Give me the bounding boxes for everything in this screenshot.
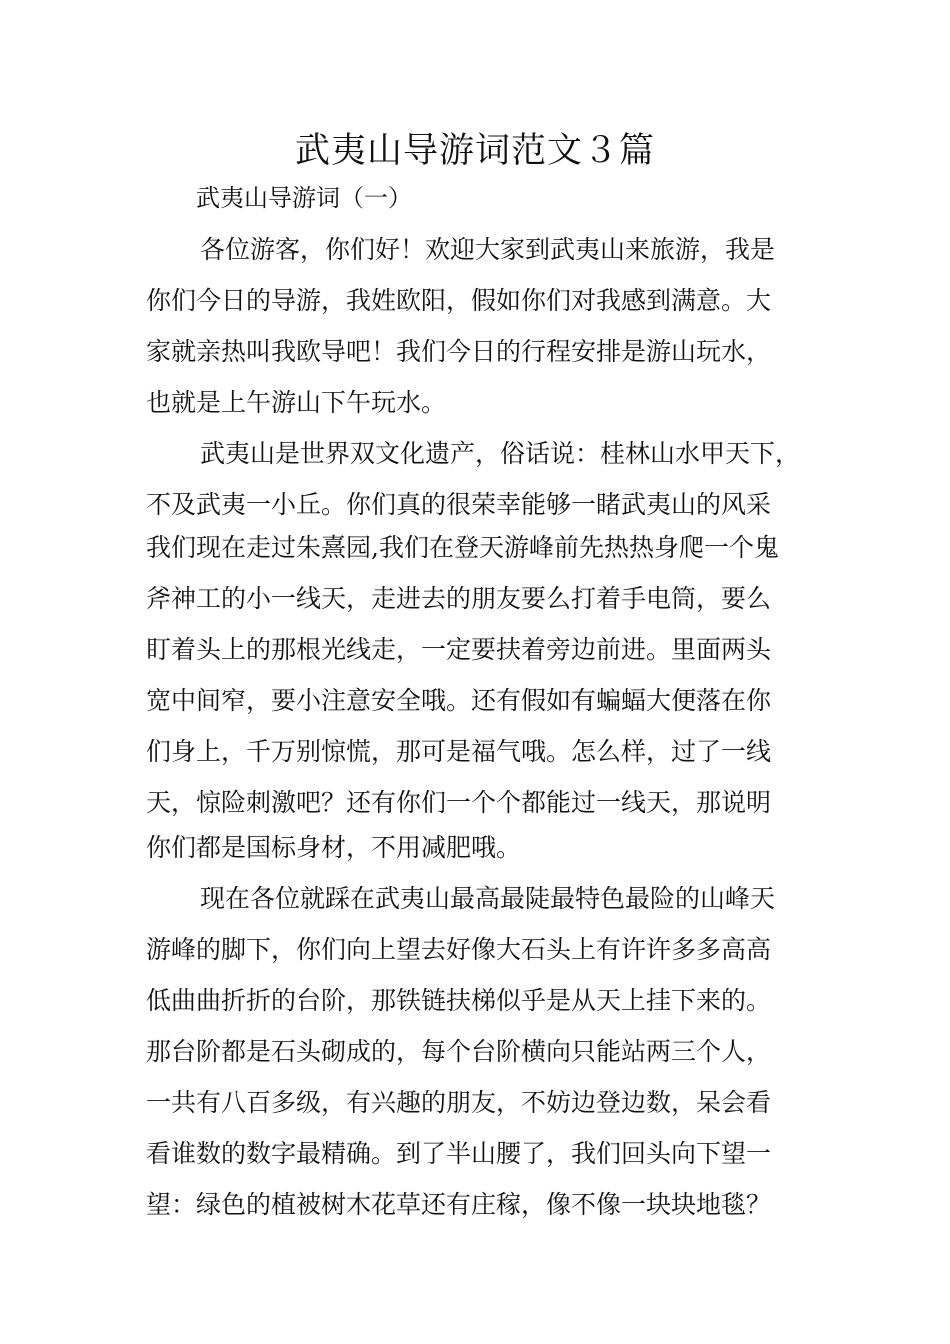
body-line: 游峰的脚下，你们向上望去好像大石头上有许许多多高高 xyxy=(146,935,772,964)
body-line: 不及武夷一小丘。你们真的很荣幸能够一睹武夷山的风采 xyxy=(146,490,772,519)
body-line: 你们都是国标身材，不用减肥哦。 xyxy=(146,833,522,862)
document-title: 武夷山导游词范文３篇 xyxy=(294,131,655,171)
body-line: 们身上，千万别惊慌，那可是福气哦。怎么样，过了一线 xyxy=(146,737,772,766)
body-line: 宽中间窄，要小注意安全哦。还有假如有蝙蝠大便落在你 xyxy=(146,686,772,715)
body-line: 家就亲热叫我欧导吧！我们今日的行程安排是游山玩水， xyxy=(146,337,772,366)
body-line: 一共有八百多级，有兴趣的朋友，不妨边登边数，呆会看 xyxy=(146,1088,772,1117)
body-line: 我们现在走过朱熹园,我们在登天游峰前先热热身爬一个鬼 xyxy=(146,533,779,562)
body-line: 也就是上午游山下午玩水。 xyxy=(146,388,447,417)
body-line: 盯着头上的那根光线走，一定要扶着旁边前进。里面两头 xyxy=(146,635,772,664)
body-line: 看谁数的数字最精确。到了半山腰了，我们回头向下望一 xyxy=(146,1139,772,1168)
section-subtitle: 武夷山导游词（一） xyxy=(196,184,412,212)
body-line: 低曲曲折折的台阶，那铁链扶梯似乎是从天上挂下来的。 xyxy=(146,986,772,1015)
body-line: 各位游客，你们好！欢迎大家到武夷山来旅游，我是 xyxy=(200,235,776,264)
body-line: 那台阶都是石头砌成的，每个台阶横向只能站两三个人， xyxy=(146,1037,772,1066)
body-line: 现在各位就踩在武夷山最高最陡最特色最险的山峰天 xyxy=(200,884,776,913)
body-line: 斧神工的小一线天，走进去的朋友要么打着手电筒，要么 xyxy=(146,584,772,613)
body-line: 武夷山是世界双文化遗产，俗话说：桂林山水甲天下， xyxy=(200,439,801,468)
body-line: 你们今日的导游，我姓欧阳，假如你们对我感到满意。大 xyxy=(146,286,772,315)
body-line: 望：绿色的植被树木花草还有庄稼，像不像一块块地毯？ xyxy=(146,1190,772,1219)
body-line: 天，惊险刺激吧？还有你们一个个都能过一线天，那说明 xyxy=(146,788,772,817)
